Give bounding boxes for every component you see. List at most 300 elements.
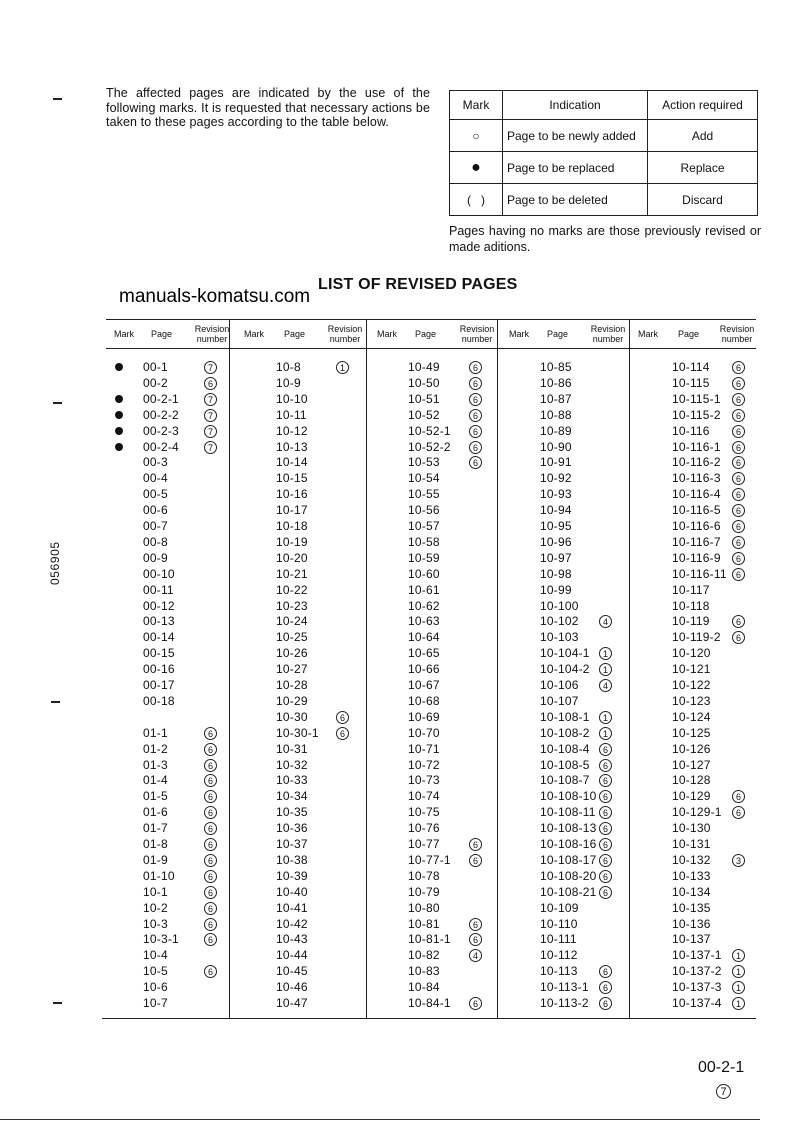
footer-page-number: 00-2-1 <box>698 1059 745 1076</box>
legend-mark-replace: ● <box>450 152 503 184</box>
column-divider <box>229 319 230 1019</box>
revision-number: 6 <box>469 393 482 406</box>
page-entry: 01-2 <box>143 741 168 756</box>
page-entry: 10-64 <box>408 630 440 645</box>
page-entry: 10-54 <box>408 471 440 486</box>
page-entry: 10-110 <box>540 916 578 931</box>
revision-number: 6 <box>469 425 482 438</box>
legend-mark-add: ○ <box>450 120 503 152</box>
page-entry: 01-3 <box>143 757 168 772</box>
header-revision: Revision number <box>194 324 230 344</box>
page-entry: 10-60 <box>408 566 440 581</box>
page-entry: 10-129 <box>672 789 711 804</box>
page-entry: 10-69 <box>408 709 440 724</box>
revision-number: 6 <box>469 854 482 867</box>
page-entry: 10-108-4 <box>540 741 590 756</box>
page-entry: 10-11 <box>276 407 307 422</box>
revision-number: 6 <box>732 790 745 803</box>
replaced-mark <box>115 363 123 371</box>
page-entry: 10-42 <box>276 916 308 931</box>
page-entry: 10-32 <box>276 757 308 772</box>
revision-number: 7 <box>204 393 217 406</box>
page-entry: 10-13 <box>276 439 308 454</box>
header-page: Page <box>284 329 306 339</box>
page-entry: 10-67 <box>408 678 440 692</box>
page-entry: 10-136 <box>672 916 711 931</box>
revision-number: 6 <box>204 806 217 819</box>
footer-revision-badge: 7 <box>716 1084 731 1099</box>
page-entry: 10-111 <box>540 932 577 947</box>
page-entry: 10-130 <box>672 821 711 836</box>
page-entry: 10-3-1 <box>143 932 179 947</box>
page-entry: 00-7 <box>143 519 168 533</box>
page-entry: 10-92 <box>540 471 572 486</box>
page-entry: 10-115-1 <box>672 391 721 406</box>
legend-table <box>449 90 758 216</box>
page-entry: 10-137-1 <box>672 948 722 963</box>
page-entry: 10-76 <box>408 821 440 836</box>
page-entry: 10-20 <box>276 550 308 565</box>
page-entry: 10-137-4 <box>672 996 722 1010</box>
page-entry: 01-9 <box>143 852 168 867</box>
revision-number: 6 <box>204 377 217 390</box>
page-entry: 10-114 <box>672 360 710 374</box>
page-entry: 00-17 <box>143 678 175 692</box>
page-entry: 10-108-1 <box>540 709 590 724</box>
page-entry: 10-38 <box>276 852 308 867</box>
page-entry: 10-121 <box>672 662 711 677</box>
page-entry: 10-117 <box>672 582 710 597</box>
intro-paragraph: The affected pages are indicated by the use of the following marks. It is requested that necessary actions be taken to these pages according to the table below. <box>106 86 430 130</box>
revision-number: 6 <box>204 870 217 883</box>
page-entry: 10-23 <box>276 598 308 613</box>
page-entry: 00-18 <box>143 693 175 708</box>
page-entry: 10-104-1 <box>540 646 590 661</box>
column-divider <box>497 319 498 1019</box>
revision-number: 1 <box>732 981 745 994</box>
table-bottom-rule <box>102 1018 756 1019</box>
page-entry: 10-108-10 <box>540 789 597 804</box>
page-entry: 10-116 <box>672 423 710 438</box>
revision-number: 6 <box>469 918 482 931</box>
page-entry: 10-68 <box>408 693 440 708</box>
revision-number: 6 <box>469 441 482 454</box>
header-page: Page <box>678 329 700 339</box>
revision-number: 6 <box>599 981 612 994</box>
margin-tick <box>51 701 60 703</box>
page-entry: 10-88 <box>540 407 572 422</box>
page-entry: 10-78 <box>408 868 440 883</box>
revision-number: 6 <box>599 997 612 1010</box>
revision-number: 6 <box>732 615 745 628</box>
page-entry: 10-35 <box>276 805 308 820</box>
page-entry: 10-25 <box>276 630 308 645</box>
page-entry: 10-31 <box>276 741 308 756</box>
revision-number: 6 <box>204 790 217 803</box>
page-entry: 10-98 <box>540 566 572 581</box>
revision-number: 6 <box>204 902 217 915</box>
page-entry: 10-137-2 <box>672 964 722 979</box>
revision-number: 6 <box>469 933 482 946</box>
revision-number: 6 <box>732 504 745 517</box>
page-entry: 00-3 <box>143 455 168 470</box>
header-page: Page <box>415 329 437 339</box>
page-entry: 10-119 <box>672 614 710 629</box>
revision-number: 6 <box>599 806 612 819</box>
revision-number: 6 <box>599 870 612 883</box>
page-entry: 00-2-1 <box>143 391 179 406</box>
page-entry: 10-15 <box>276 471 308 486</box>
legend-header-indication: Indication <box>503 91 648 120</box>
revision-number: 6 <box>469 377 482 390</box>
page-entry: 10-100 <box>540 598 579 613</box>
revision-number: 7 <box>204 409 217 422</box>
revision-number: 6 <box>732 409 745 422</box>
margin-tick <box>53 402 62 404</box>
page-entry: 10-37 <box>276 837 308 851</box>
page-entry: 10-113 <box>540 964 578 979</box>
page-entry: 10-61 <box>408 582 440 597</box>
page-entry: 10-108-16 <box>540 837 597 851</box>
page-entry: 10-7 <box>143 996 168 1010</box>
page-entry: 10-85 <box>540 360 572 374</box>
header-mark: Mark <box>509 329 529 339</box>
revision-number: 6 <box>469 838 482 851</box>
page-entry: 00-2 <box>143 375 168 390</box>
header-revision: Revision number <box>327 324 363 344</box>
page-entry: 10-119-2 <box>672 630 721 645</box>
page-entry: 10-74 <box>408 789 440 804</box>
column-divider <box>366 319 367 1019</box>
revision-number: 6 <box>204 886 217 899</box>
page-entry: 10-19 <box>276 534 308 549</box>
page-entry: 10-82 <box>408 948 440 963</box>
revision-number: 6 <box>732 488 745 501</box>
page-entry: 10-70 <box>408 725 440 740</box>
table-top-rule <box>106 319 756 320</box>
page-entry: 00-11 <box>143 582 174 597</box>
header-revision: Revision number <box>459 324 495 344</box>
page-entry: 10-8 <box>276 360 301 374</box>
page-entry: 10-113-2 <box>540 996 589 1010</box>
revision-number: 6 <box>732 361 745 374</box>
page-entry: 10-132 <box>672 852 711 867</box>
replaced-mark <box>115 427 123 435</box>
page-entry: 10-5 <box>143 964 168 979</box>
page-entry: 10-107 <box>540 693 579 708</box>
page-entry: 10-133 <box>672 868 711 883</box>
revision-number: 1 <box>599 711 612 724</box>
revision-number: 6 <box>204 918 217 931</box>
page-entry: 01-5 <box>143 789 168 804</box>
revision-number: 6 <box>599 965 612 978</box>
page-entry: 10-62 <box>408 598 440 613</box>
revision-number: 7 <box>204 441 217 454</box>
page-entry: 00-13 <box>143 614 175 629</box>
page-entry: 10-51 <box>408 391 440 406</box>
page-entry: 10-137-3 <box>672 980 722 995</box>
page-entry: 10-115 <box>672 375 710 390</box>
page-entry: 10-41 <box>276 900 308 915</box>
revision-number: 6 <box>469 361 482 374</box>
page-entry: 10-56 <box>408 503 440 518</box>
page-entry: 10-65 <box>408 646 440 661</box>
page-entry: 00-10 <box>143 566 175 581</box>
page-entry: 10-116-5 <box>672 503 721 518</box>
page-entry: 10-73 <box>408 773 440 788</box>
page-entry: 01-10 <box>143 868 175 883</box>
page-entry: 00-2-4 <box>143 439 179 454</box>
page-entry: 10-86 <box>540 375 572 390</box>
page-entry: 10-103 <box>540 630 579 645</box>
header-revision: Revision number <box>719 324 755 344</box>
page-entry: 10-89 <box>540 423 572 438</box>
page-entry: 10-2 <box>143 900 168 915</box>
page-entry: 00-12 <box>143 598 175 613</box>
revision-number: 6 <box>732 806 745 819</box>
revision-number: 6 <box>204 727 217 740</box>
page-title: LIST OF REVISED PAGES <box>318 276 518 293</box>
revision-number: 4 <box>599 679 612 692</box>
page-entry: 10-36 <box>276 821 308 836</box>
header-mark: Mark <box>114 329 134 339</box>
page-entry: 10-87 <box>540 391 572 406</box>
revision-number: 4 <box>469 949 482 962</box>
page-entry: 00-8 <box>143 534 168 549</box>
page-entry: 10-125 <box>672 725 711 740</box>
page-entry: 10-116-3 <box>672 471 721 486</box>
margin-tick <box>53 98 62 100</box>
page-entry: 10-50 <box>408 375 440 390</box>
header-page: Page <box>151 329 173 339</box>
page-entry: 10-108-21 <box>540 884 597 899</box>
revision-number: 1 <box>599 727 612 740</box>
revision-number: 6 <box>732 568 745 581</box>
page-entry: 00-2-2 <box>143 407 179 422</box>
page-entry: 10-47 <box>276 996 308 1010</box>
page-entry: 10-104-2 <box>540 662 590 677</box>
page-entry: 10-30 <box>276 709 308 724</box>
page-entry: 10-108-20 <box>540 868 597 883</box>
page-entry: 10-30-1 <box>276 725 319 740</box>
page-entry: 10-102 <box>540 614 579 629</box>
page-entry: 10-135 <box>672 900 711 915</box>
legend-action-add: Add <box>648 120 758 152</box>
page-entry: 10-57 <box>408 519 440 533</box>
revision-number: 6 <box>599 774 612 787</box>
page-entry: 10-94 <box>540 503 572 518</box>
revision-number: 6 <box>204 933 217 946</box>
revision-number: 6 <box>732 441 745 454</box>
watermark: manuals-komatsu.com <box>119 286 311 307</box>
revision-number: 6 <box>732 472 745 485</box>
page-entry: 10-108-17 <box>540 852 597 867</box>
legend-action-replace: Replace <box>648 152 758 184</box>
page-entry: 10-40 <box>276 884 308 899</box>
page-entry: 00-14 <box>143 630 175 645</box>
page-entry: 10-43 <box>276 932 308 947</box>
revision-number: 4 <box>599 615 612 628</box>
page-entry: 10-22 <box>276 582 308 597</box>
page-entry: 10-77-1 <box>408 852 451 867</box>
column-divider <box>629 319 630 1019</box>
header-revision: Revision number <box>590 324 626 344</box>
page-entry: 10-108-7 <box>540 773 590 788</box>
page-entry: 10-44 <box>276 948 308 963</box>
page-entry: 10-10 <box>276 391 308 406</box>
legend-action-delete: Discard <box>648 184 758 216</box>
page-entry: 10-59 <box>408 550 440 565</box>
page-entry: 10-116-1 <box>672 439 721 454</box>
page-entry: 10-116-7 <box>672 534 721 549</box>
legend-indication-replace: Page to be replaced <box>503 152 648 184</box>
header-mark: Mark <box>244 329 264 339</box>
page-entry: 10-72 <box>408 757 440 772</box>
revision-number: 1 <box>732 965 745 978</box>
revision-number: 6 <box>204 854 217 867</box>
page-entry: 10-115-2 <box>672 407 721 422</box>
revision-number: 6 <box>599 838 612 851</box>
page-entry: 10-45 <box>276 964 308 979</box>
page-entry: 10-122 <box>672 678 711 692</box>
page-entry: 10-12 <box>276 423 308 438</box>
page-entry: 10-52 <box>408 407 440 422</box>
page-entry: 00-16 <box>143 662 175 677</box>
page-entry: 10-46 <box>276 980 308 995</box>
revision-number: 6 <box>732 425 745 438</box>
page-entry: 10-108-5 <box>540 757 590 772</box>
page-entry: 10-90 <box>540 439 572 454</box>
legend-mark-delete: ( ) <box>450 184 503 216</box>
page-entry: 10-116-9 <box>672 550 721 565</box>
page-entry: 10-14 <box>276 455 308 470</box>
revision-number: 6 <box>732 393 745 406</box>
revision-number: 1 <box>599 647 612 660</box>
revision-number: 6 <box>336 727 349 740</box>
page-entry: 10-28 <box>276 678 308 692</box>
page-entry: 10-134 <box>672 884 711 899</box>
bottom-rule <box>0 1119 760 1120</box>
page-entry: 10-81 <box>408 916 440 931</box>
page-entry: 10-58 <box>408 534 440 549</box>
page-entry: 10-52-2 <box>408 439 451 454</box>
page-entry: 01-8 <box>143 837 168 851</box>
revision-number: 1 <box>599 663 612 676</box>
revision-number: 3 <box>732 854 745 867</box>
page-entry: 01-4 <box>143 773 168 788</box>
page-entry: 00-5 <box>143 487 168 502</box>
page-entry: 10-96 <box>540 534 572 549</box>
revision-number: 6 <box>204 759 217 772</box>
page-entry: 10-4 <box>143 948 168 963</box>
page-entry: 10-128 <box>672 773 711 788</box>
revision-number: 6 <box>469 997 482 1010</box>
page-entry: 01-7 <box>143 821 168 836</box>
page-entry: 10-75 <box>408 805 440 820</box>
page-entry: 10-84 <box>408 980 440 995</box>
header-mark: Mark <box>377 329 397 339</box>
revision-number: 6 <box>599 822 612 835</box>
page-entry: 00-9 <box>143 550 168 565</box>
revision-number: 6 <box>336 711 349 724</box>
page-entry: 10-17 <box>276 503 308 518</box>
page-entry: 10-77 <box>408 837 440 851</box>
page-entry: 10-55 <box>408 487 440 502</box>
page-entry: 10-123 <box>672 693 711 708</box>
revision-number: 6 <box>599 790 612 803</box>
page-entry: 10-97 <box>540 550 572 565</box>
page-entry: 10-129-1 <box>672 805 722 820</box>
legend-header-action: Action required <box>648 91 758 120</box>
replaced-mark <box>115 443 123 451</box>
page-entry: 10-118 <box>672 598 710 613</box>
header-page: Page <box>547 329 569 339</box>
revision-number: 6 <box>732 520 745 533</box>
page-entry: 10-80 <box>408 900 440 915</box>
revision-number: 7 <box>204 425 217 438</box>
page-entry: 10-49 <box>408 360 440 374</box>
page-entry: 10-106 <box>540 678 579 692</box>
page-entry: 10-18 <box>276 519 308 533</box>
page-entry: 00-15 <box>143 646 175 661</box>
revision-number: 6 <box>204 965 217 978</box>
revision-number: 6 <box>732 456 745 469</box>
revision-number: 6 <box>599 759 612 772</box>
table-header-rule <box>106 348 756 349</box>
page-entry: 10-24 <box>276 614 308 629</box>
page-entry: 10-137 <box>672 932 711 947</box>
page-entry: 10-126 <box>672 741 711 756</box>
page-entry: 10-108-11 <box>540 805 596 820</box>
page-entry: 10-84-1 <box>408 996 451 1010</box>
revision-number: 6 <box>204 774 217 787</box>
revision-number: 6 <box>732 377 745 390</box>
replaced-mark <box>115 411 123 419</box>
revision-number: 6 <box>469 409 482 422</box>
page-entry: 10-29 <box>276 693 308 708</box>
page-entry: 10-3 <box>143 916 168 931</box>
page-entry: 10-79 <box>408 884 440 899</box>
page-entry: 10-91 <box>540 455 572 470</box>
page-entry: 10-34 <box>276 789 308 804</box>
page-entry: 10-33 <box>276 773 308 788</box>
revision-number: 6 <box>732 552 745 565</box>
legend-indication-add: Page to be newly added <box>503 120 648 152</box>
revision-number: 6 <box>599 886 612 899</box>
page-entry: 00-4 <box>143 471 168 486</box>
page-entry: 10-26 <box>276 646 308 661</box>
page-entry: 10-120 <box>672 646 711 661</box>
page-entry: 10-83 <box>408 964 440 979</box>
page-entry: 00-6 <box>143 503 168 518</box>
revision-number: 6 <box>469 456 482 469</box>
revision-number: 6 <box>204 743 217 756</box>
page-entry: 10-99 <box>540 582 572 597</box>
page-entry: 10-116-2 <box>672 455 721 470</box>
replaced-mark <box>115 395 123 403</box>
page-entry: 10-66 <box>408 662 440 677</box>
revision-number: 6 <box>599 743 612 756</box>
page-entry: 10-95 <box>540 519 572 533</box>
revision-number: 1 <box>336 361 349 374</box>
page-entry: 10-116-11 <box>672 566 727 581</box>
page-entry: 10-63 <box>408 614 440 629</box>
page-entry: 10-39 <box>276 868 308 883</box>
page-entry: 10-27 <box>276 662 308 677</box>
page-entry: 10-113-1 <box>540 980 589 995</box>
page-entry: 10-131 <box>672 837 711 851</box>
page-entry: 10-6 <box>143 980 168 995</box>
